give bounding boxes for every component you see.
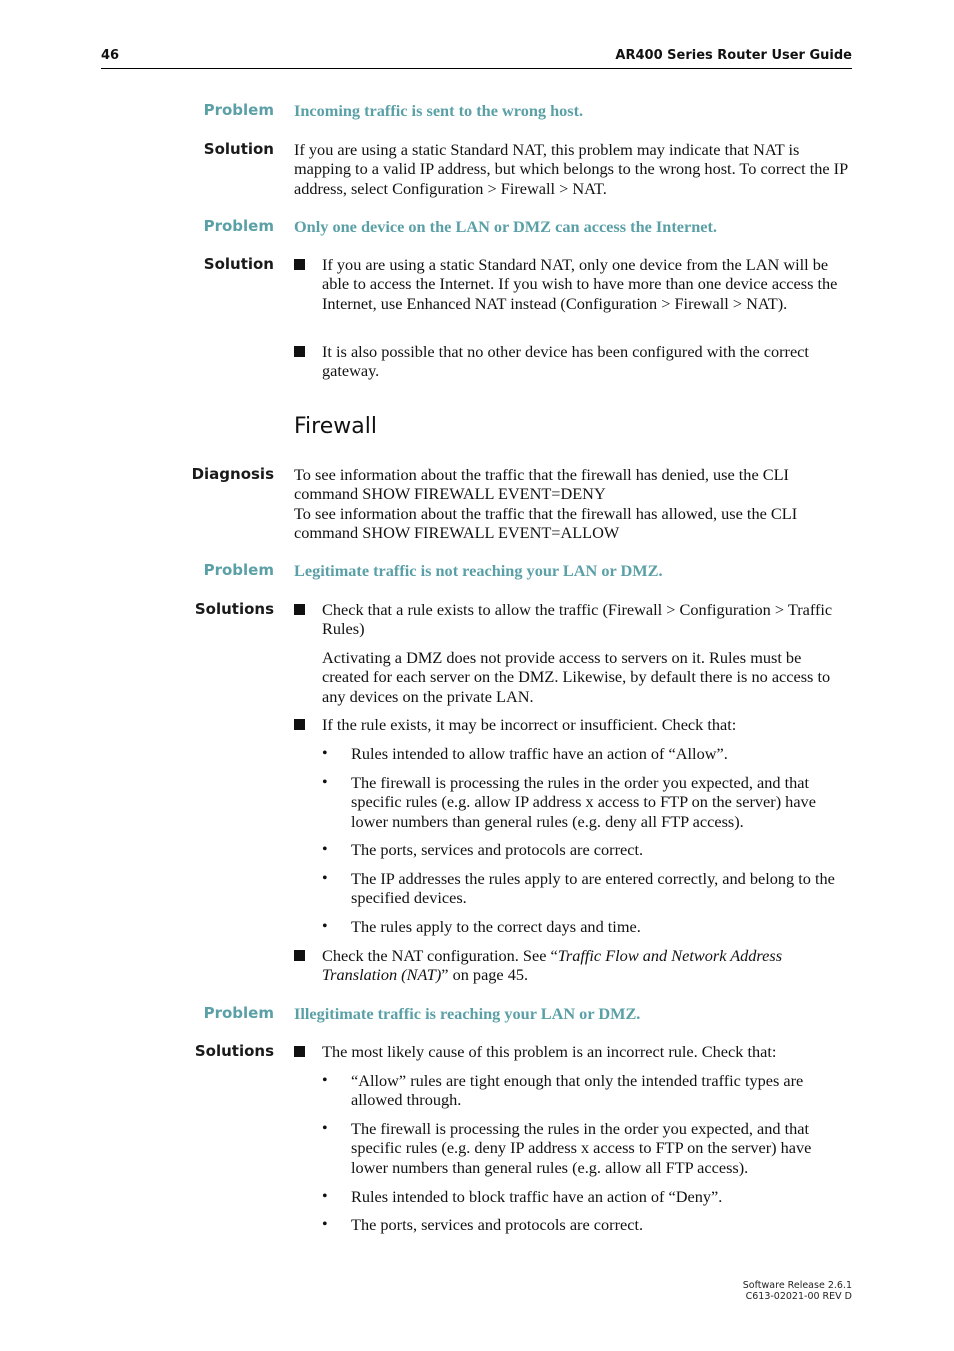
problem-label: Problem: [203, 101, 274, 119]
diagnosis-text: [294, 465, 850, 542]
problem-title: Legitimate traffic is not reaching your LAN or DMZ.: [294, 561, 663, 580]
sub-bullet-text: Rules intended to block traffic have an action of “Deny”.: [351, 1187, 723, 1206]
problem-label: Problem: [203, 217, 274, 235]
sub-bullet-text: The ports, services and protocols are correct.: [351, 840, 644, 859]
bullet-text: [322, 946, 852, 985]
square-bullet-icon: [294, 719, 305, 730]
solution-label: Solution: [203, 140, 274, 158]
bullet-text: If the rule exists, it may be incorrect or insufficient. Check that:: [322, 715, 737, 734]
diagnosis-label: Diagnosis: [191, 465, 274, 483]
document-id: C613-02021-00 REV D: [745, 1291, 852, 1302]
sub-bullet-text: The rules apply to the correct days and time.: [351, 917, 641, 936]
sub-bullet-text: “Allow” rules are tight enough that only the intended traffic types are allowed through.: [351, 1071, 804, 1110]
sub-bullet-text: The firewall is processing the rules in the order you expected, and that specific rules (e.g. deny IP address x access to FTP on the server) have lower numbers than general rules (e.g. allow all FTP access).: [351, 1119, 812, 1177]
problem-label: Problem: [203, 561, 274, 579]
bullet-text: If you are using a static Standard NAT, only one device from the LAN will be able to access the Internet. If you wish to have more than one device access the Internet, use Enhanced NAT instead (Configuration > Firewall > NAT).: [322, 255, 838, 313]
dot-bullet-icon: •: [322, 1188, 328, 1205]
solutions-label: Solutions: [194, 1042, 274, 1060]
page-footer: [743, 1280, 852, 1302]
solution-text: If you are using a static Standard NAT, this problem may indicate that NAT is mapping to a valid IP address, but which belongs to the wrong host. To correct the IP address, select Configuration > Firewall > NAT.: [294, 140, 848, 198]
bullet-text: The most likely cause of this problem is an incorrect rule. Check that:: [322, 1042, 777, 1061]
dot-bullet-icon: •: [322, 745, 328, 762]
bullet-text-pre: Check the NAT configuration. See “: [322, 946, 558, 965]
problem-title: Only one device on the LAN or DMZ can access the Internet.: [294, 217, 717, 236]
page-number: 46: [101, 48, 120, 63]
dot-bullet-icon: •: [322, 1120, 328, 1137]
problem-title: Incoming traffic is sent to the wrong host.: [294, 101, 584, 120]
bullet-text-post: ” on page 45.: [441, 965, 529, 985]
sub-bullet-text: The IP addresses the rules apply to are entered correctly, and belong to the specified devices.: [351, 869, 835, 908]
square-bullet-icon: [294, 604, 305, 615]
problem-label: Problem: [203, 1004, 274, 1022]
dot-bullet-icon: •: [322, 870, 328, 887]
dot-bullet-icon: •: [322, 1216, 328, 1233]
square-bullet-icon: [294, 259, 305, 270]
problem-title: Illegitimate traffic is reaching your LAN or DMZ.: [294, 1004, 641, 1023]
diagnosis-allow: To see information about the traffic that the firewall has allowed, use the CLI command SHOW FIREWALL EVENT=ALLOW: [294, 503, 798, 542]
document-title: AR400 Series Router User Guide: [615, 48, 852, 63]
dot-bullet-icon: •: [322, 774, 328, 791]
sub-bullet-text: Rules intended to allow traffic have an action of “Allow”.: [351, 744, 728, 763]
cross-reference-link[interactable]: Traffic Flow and Network Address Translation (NAT): [322, 946, 783, 985]
bullet-paragraph: Activating a DMZ does not provide access to servers on it. Rules must be created for each server on the DMZ. Likewise, by default there is no access to any devices on the private LAN.: [322, 648, 831, 706]
dot-bullet-icon: •: [322, 1072, 328, 1089]
sub-bullet-text: The ports, services and protocols are correct.: [351, 1215, 644, 1234]
dot-bullet-icon: •: [322, 918, 328, 935]
running-header: [101, 47, 852, 69]
bullet-text: Check that a rule exists to allow the traffic (Firewall > Configuration > Traffic Rules): [322, 600, 833, 639]
diagnosis-deny: To see information about the traffic that the firewall has denied, use the CLI command SHOW FIREWALL EVENT=DENY: [294, 465, 789, 504]
section-heading: Firewall: [294, 414, 377, 439]
sub-bullet-text: The firewall is processing the rules in the order you expected, and that specific rules (e.g. allow IP address x access to FTP on the server) have lower numbers than general rules (e.g. deny all FTP access).: [351, 773, 816, 831]
solutions-label: Solutions: [194, 600, 274, 618]
bullet-text: It is also possible that no other device has been configured with the correct gateway.: [322, 342, 809, 381]
solution-label: Solution: [203, 255, 274, 273]
software-release: Software Release 2.6.1: [742, 1280, 852, 1291]
square-bullet-icon: [294, 950, 305, 961]
dot-bullet-icon: •: [322, 841, 328, 858]
square-bullet-icon: [294, 1046, 305, 1057]
square-bullet-icon: [294, 346, 305, 357]
